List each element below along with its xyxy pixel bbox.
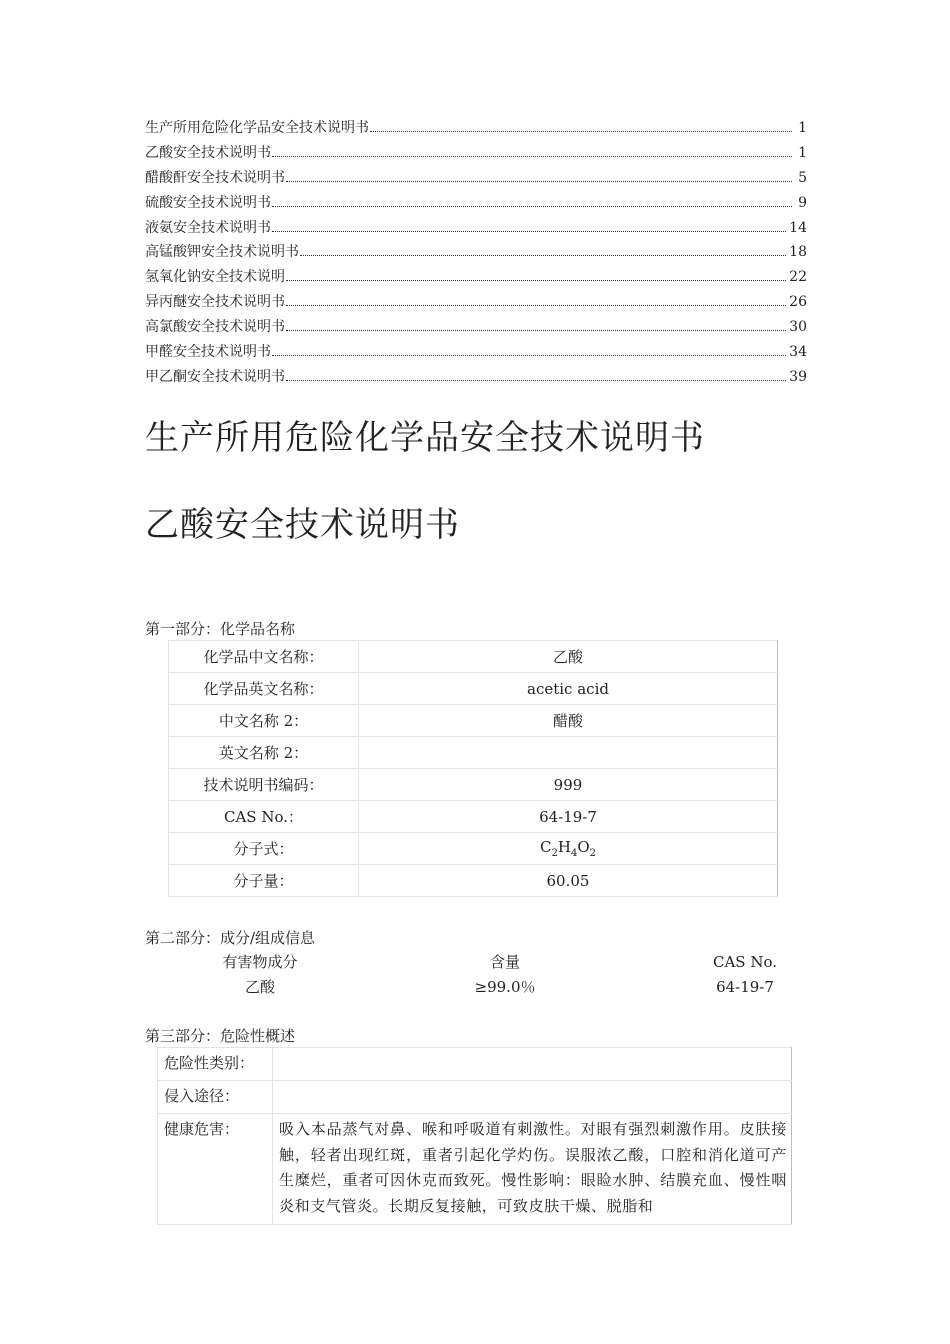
toc-entry[interactable] bbox=[145, 216, 807, 241]
toc-entry-page: 30 bbox=[789, 319, 807, 336]
toc-leader-dots bbox=[272, 230, 786, 232]
row-label: 英文名称 2： bbox=[169, 737, 359, 769]
toc-leader-dots bbox=[272, 155, 792, 157]
toc-entry[interactable] bbox=[145, 365, 807, 390]
row-label: CAS No.： bbox=[169, 801, 359, 833]
row-value: acetic acid bbox=[359, 673, 778, 705]
toc-leader-dots bbox=[370, 130, 792, 132]
toc-entry-title: 生产所用危险化学品安全技术说明书 bbox=[145, 120, 369, 136]
section-heading: 乙酸安全技术说明书 bbox=[145, 505, 460, 545]
toc-entry[interactable] bbox=[145, 265, 807, 290]
column-header: CAS No. bbox=[712, 953, 777, 971]
toc-leader-dots bbox=[286, 279, 786, 281]
toc-entry-page: 1 bbox=[798, 120, 807, 136]
row-label: 中文名称 2： bbox=[169, 705, 359, 737]
component-content: ≥99.0％ bbox=[474, 978, 536, 996]
toc-entry-page: 22 bbox=[789, 269, 807, 286]
toc-entry-title: 异丙醚安全技术说明书 bbox=[145, 294, 285, 311]
row-label: 技术说明书编码： bbox=[169, 769, 359, 801]
composition-row bbox=[145, 975, 845, 1000]
table-row bbox=[169, 737, 778, 769]
table-row bbox=[169, 641, 778, 673]
toc-entry-page: 34 bbox=[789, 344, 807, 361]
toc-entry-page: 39 bbox=[789, 368, 807, 385]
toc-entry-title: 液氨安全技术说明书 bbox=[145, 219, 271, 236]
toc-entry[interactable] bbox=[145, 315, 807, 340]
row-label: 侵入途径： bbox=[158, 1081, 273, 1114]
table-row bbox=[169, 801, 778, 833]
table-row bbox=[169, 705, 778, 737]
row-value: 60.05 bbox=[359, 865, 778, 897]
toc-leader-dots bbox=[286, 379, 786, 381]
toc-leader-dots bbox=[286, 304, 786, 306]
row-value: 乙酸 bbox=[359, 641, 778, 673]
table-row bbox=[158, 1081, 792, 1114]
table-row bbox=[158, 1048, 792, 1081]
part2-title: 第二部分：成分/组成信息 bbox=[145, 929, 316, 947]
row-label: 分子量： bbox=[169, 865, 359, 897]
component-name: 乙酸 bbox=[244, 978, 275, 996]
toc-entry-page: 18 bbox=[789, 244, 807, 261]
toc-leader-dots bbox=[272, 354, 786, 356]
table-of-contents bbox=[145, 116, 807, 390]
row-value bbox=[359, 737, 778, 769]
row-value: 999 bbox=[359, 769, 778, 801]
table-row bbox=[169, 769, 778, 801]
part1-title: 第一部分：化学品名称 bbox=[145, 620, 296, 638]
row-value: 醋酸 bbox=[359, 705, 778, 737]
toc-entry[interactable] bbox=[145, 340, 807, 365]
column-header: 含量 bbox=[489, 953, 520, 971]
toc-entry[interactable] bbox=[145, 116, 807, 141]
row-value bbox=[273, 1081, 792, 1114]
toc-entry[interactable] bbox=[145, 141, 807, 166]
toc-entry-title: 甲醛安全技术说明书 bbox=[145, 344, 271, 361]
composition-header bbox=[145, 950, 845, 975]
toc-entry[interactable] bbox=[145, 166, 807, 191]
table-row bbox=[169, 673, 778, 705]
toc-entry[interactable] bbox=[145, 191, 807, 216]
row-label: 分子式： bbox=[169, 833, 359, 865]
toc-entry-page: 1 bbox=[798, 144, 807, 161]
toc-entry-page: 9 bbox=[798, 194, 807, 211]
toc-entry-title: 甲乙酮安全技术说明书 bbox=[145, 368, 285, 385]
toc-entry-page: 14 bbox=[789, 219, 807, 236]
toc-leader-dots bbox=[286, 180, 792, 182]
hazard-overview-table bbox=[157, 1047, 792, 1225]
row-label: 化学品中文名称： bbox=[169, 641, 359, 673]
toc-entry-page: 5 bbox=[798, 169, 807, 186]
toc-leader-dots bbox=[272, 205, 792, 207]
row-label: 化学品英文名称： bbox=[169, 673, 359, 705]
toc-entry-title: 硫酸安全技术说明书 bbox=[145, 194, 271, 211]
toc-entry[interactable] bbox=[145, 240, 807, 265]
toc-entry-title: 高锰酸钾安全技术说明书 bbox=[145, 244, 299, 261]
row-label: 健康危害： bbox=[158, 1114, 273, 1225]
table-row bbox=[158, 1114, 792, 1225]
column-header: 有害物成分 bbox=[222, 953, 298, 971]
composition-table bbox=[145, 950, 845, 1000]
toc-entry-title: 醋酸酐安全技术说明书 bbox=[145, 169, 285, 186]
toc-leader-dots bbox=[300, 254, 786, 256]
toc-leader-dots bbox=[286, 329, 786, 331]
component-cas: 64-19-7 bbox=[716, 978, 774, 996]
table-row bbox=[169, 833, 778, 865]
row-value bbox=[273, 1048, 792, 1081]
molecular-formula: $C_2H_4O_2$ bbox=[359, 833, 778, 865]
toc-entry-title: 乙酸安全技术说明书 bbox=[145, 144, 271, 161]
toc-entry-title: 氢氧化钠安全技术说明 bbox=[145, 269, 285, 286]
toc-entry-page: 26 bbox=[789, 294, 807, 311]
table-row bbox=[169, 865, 778, 897]
chemical-name-table bbox=[168, 640, 778, 897]
row-label: 危险性类别： bbox=[158, 1048, 273, 1081]
document-title: 生产所用危险化学品安全技术说明书 bbox=[145, 418, 705, 458]
toc-entry-title: 高氯酸安全技术说明书 bbox=[145, 319, 285, 336]
part3-title: 第三部分：危险性概述 bbox=[145, 1027, 296, 1045]
toc-entry[interactable] bbox=[145, 290, 807, 315]
row-value: 64-19-7 bbox=[359, 801, 778, 833]
health-hazard-text: 吸入本品蒸气对鼻、喉和呼吸道有刺激性。对眼有强烈刺激作用。皮肤接触，轻者出现红斑，重者引起化学灼伤。误服浓乙酸，口腔和消化道可产生糜烂，重者可因休克而致死。慢性影响：眼睑水肿、结膜充血、慢性咽炎和支气管炎。长期反复接触，可致皮肤干燥、脱脂和 bbox=[273, 1114, 792, 1225]
